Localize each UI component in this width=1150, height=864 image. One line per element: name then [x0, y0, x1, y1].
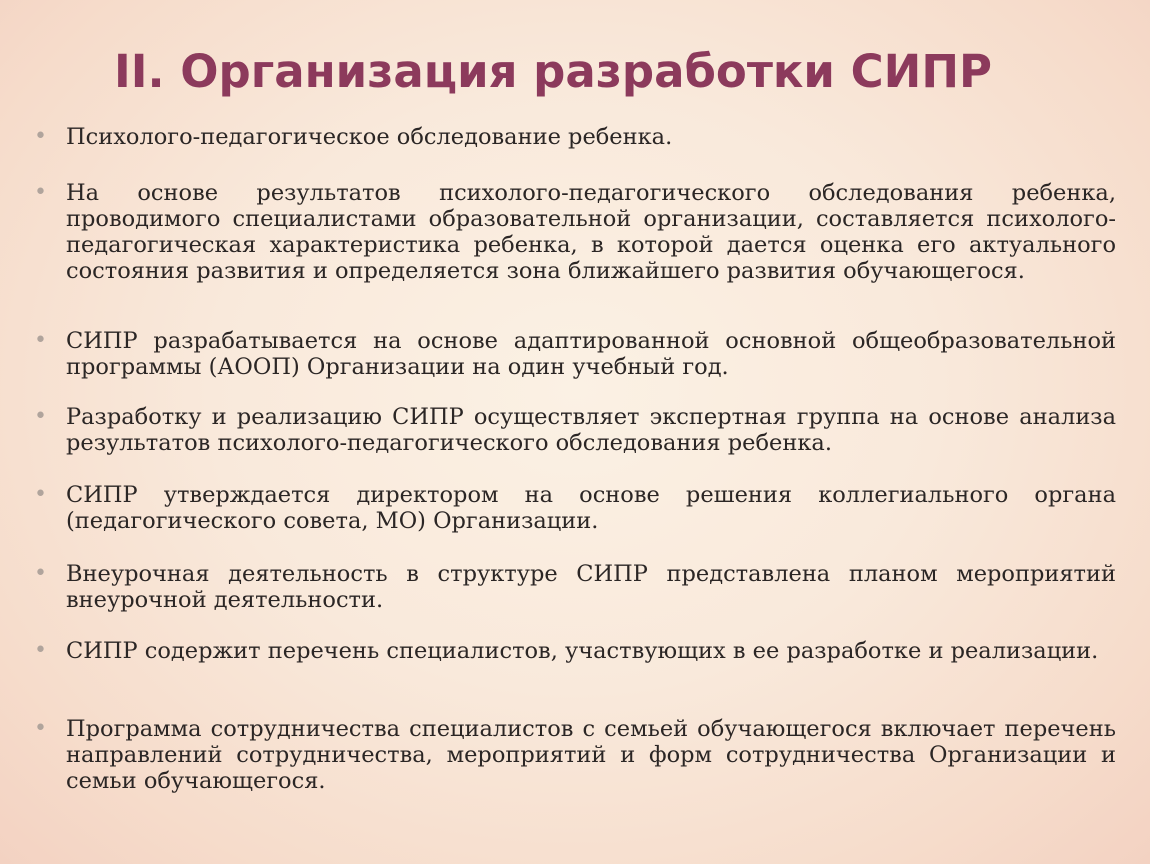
bullet-marker: •: [34, 328, 47, 353]
bullet-text: Внеурочная деятельность в структуре СИПР представлена планом мероприятий внеурочной деятельности.: [66, 561, 1116, 613]
bullet-marker: •: [34, 404, 47, 429]
slide-title: II. Организация разработки СИПР: [114, 45, 992, 98]
bullet-marker: •: [34, 124, 47, 149]
bullet-item: [34, 124, 1116, 150]
bullet-item: [34, 482, 1116, 534]
bullet-text: СИПР содержит перечень специалистов, участвующих в ее разработке и реализации.: [66, 638, 1099, 664]
bullet-marker: •: [34, 638, 47, 663]
bullet-item: [34, 404, 1116, 456]
bullet-text: СИПР утверждается директором на основе решения коллегиального органа (педагогического совета, МО) Организации.: [66, 482, 1116, 534]
bullet-item: [34, 638, 1116, 664]
bullet-marker: •: [34, 716, 47, 741]
bullet-item: [34, 328, 1116, 380]
bullet-item: [34, 180, 1116, 284]
bullet-text: Психолого-педагогическое обследование ребенка.: [66, 124, 673, 150]
bullet-item: [34, 561, 1116, 613]
bullet-text: Программа сотрудничества специалистов с семьей обучающегося включает перечень направлений сотрудничества, мероприятий и форм сотрудничества Организации и семьи обучающегося.: [66, 716, 1116, 794]
bullet-item: [34, 716, 1116, 794]
bullet-text: На основе результатов психолого-педагогического обследования ребенка, проводимого специалистами образовательной организации, составляется психолого-педагогическая характеристика ребенка, в которой дается оценка его актуального состояния развития и определяется зона ближайшего развития обучающегося.: [66, 180, 1116, 284]
bullet-text: СИПР разрабатывается на основе адаптированной основной общеобразовательной программы (АООП) Организации на один учебный год.: [66, 328, 1116, 380]
bullet-marker: •: [34, 180, 47, 205]
bullet-text: Разработку и реализацию СИПР осуществляет экспертная группа на основе анализа результатов психолого-педагогического обследования ребенка.: [66, 404, 1116, 456]
bullet-marker: •: [34, 561, 47, 586]
bullet-marker: •: [34, 482, 47, 507]
